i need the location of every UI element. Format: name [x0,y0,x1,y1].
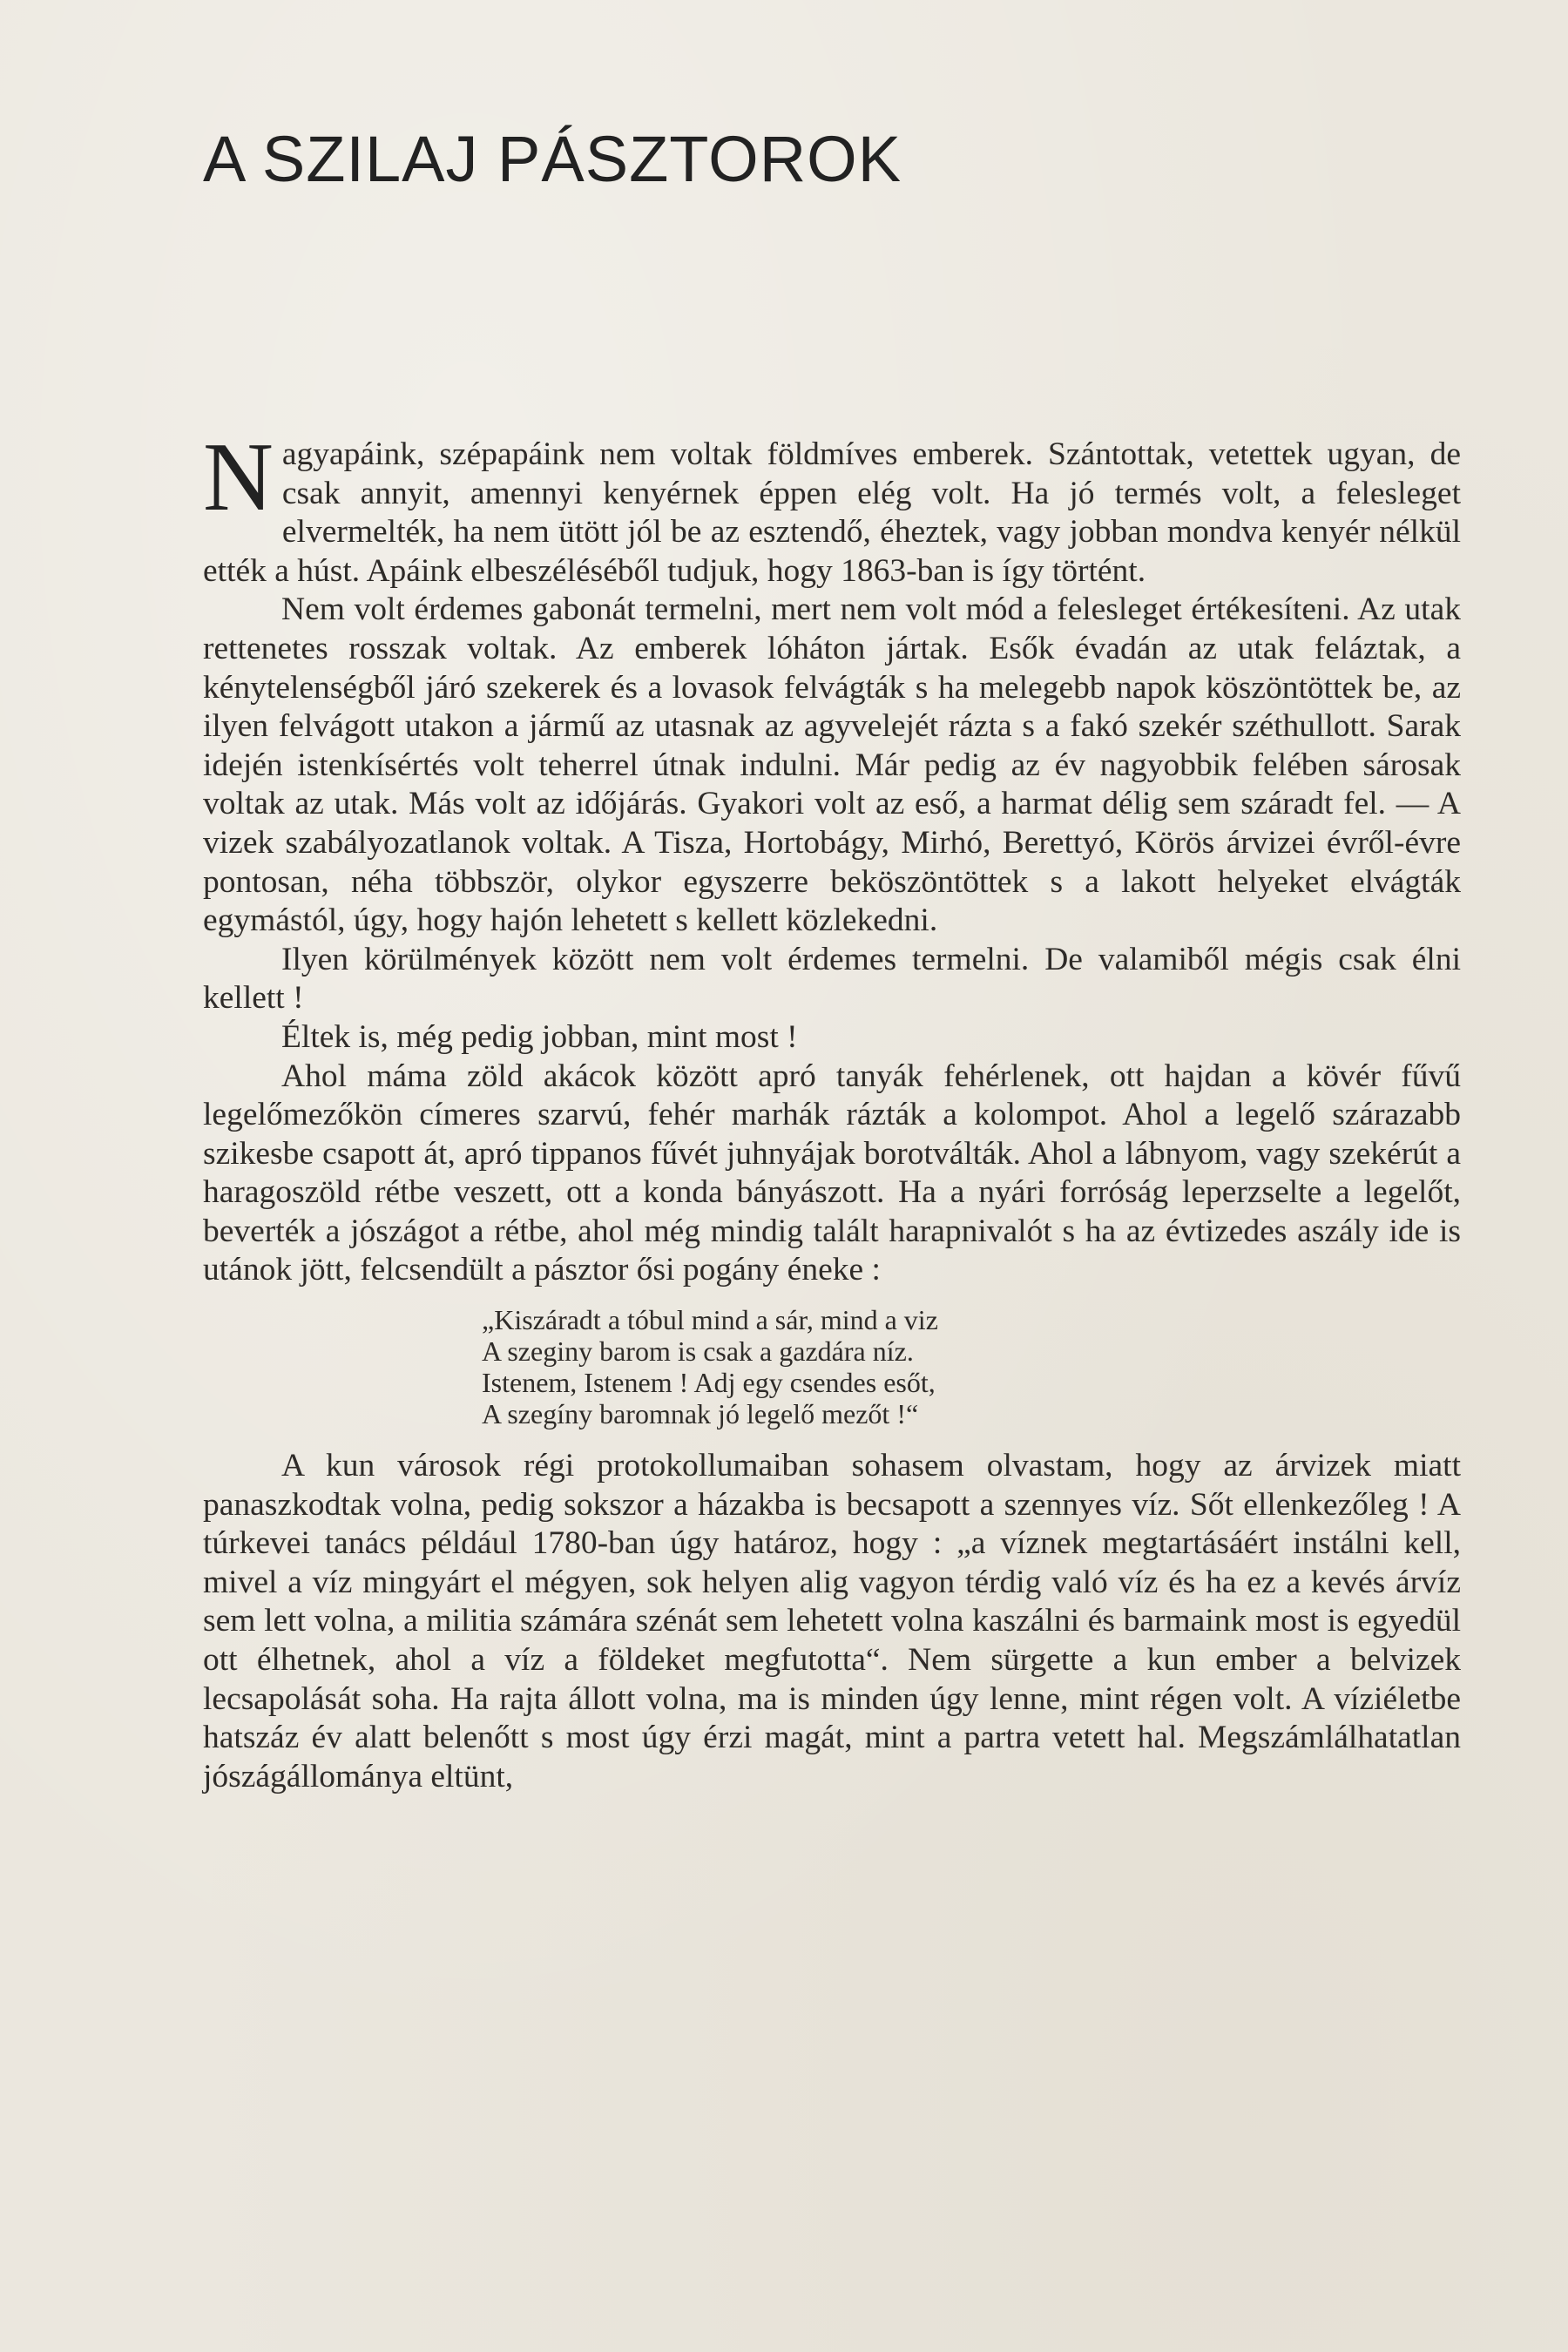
poem-line-4: A szegíny baromnak jó legelő mezőt !“ [482,1398,919,1430]
paragraph-6: A kun városok régi protokollumaiban sohasem olvastam, hogy az árvizek miatt panaszkodtak volna, pedig sokszor a házakba is becsapott a szennyes víz. Sőt ellenkezőleg ! A túrkevei tanács például 1780-ban úgy határoz, hogy : „a víznek megtartásáért instálni kell, mivel a víz mingyárt el mégyen, sok helyen alig vagyon térdig való víz és ha ez a kevés árvíz sem lett volna, a militia számára szénát sem lehetett volna kaszálni és barmaink most is egyedül ott élhetnek, ahol a víz a földeket megfutotta“. Nem sürgette a kun ember a belvizek lecsapolását soha. Ha rajta állott volna, ma is minden úgy lenne, mint régen volt. A víziéletbe hatszáz év alatt belenőtt s most úgy érzi magát, mint a partra vetett hal. Megszámlálhatatlan jószágállománya eltünt, [203,1448,1461,1794]
page-title: A SZILAJ PÁSZTOROK [203,123,902,195]
paragraph-3: Ilyen körülmények között nem volt érdemes termelni. De valamiből mégis csak élni kellett ! [203,941,1461,1017]
paragraph-2: Nem volt érdemes gabonát termelni, mert nem volt mód a felesleget értékesíteni. Az utak rettenetes rosszak voltak. Az emberek lóháton jártak. Esők évadán az utak feláztak, a kénytelenségből járó szekerek és a lovasok felvágták s ha melegebb napok köszöntöttek be, az ilyen felvágott utakon a jármű az utasnak az agyvelejét rázta s a fakó szekér széthullott. Sarak idején istenkísértés volt teherrel útnak indulni. Már pedig az év nagyobbik felében sárosak voltak az utak. Más volt az időjárás. Gyakori volt az eső, a harmat délig sem száradt fel. — A vizek szabályozatlanok voltak. A Tisza, Hortobágy, Mirhó, Berettyó, Körös árvizei évről-évre pontosan, néha többször, olykor egyszerre beköszöntöttek s a lakott helyeket elvágták egymástól, úgy, hogy hajón lehetett s kellett közlekedni. [203,591,1461,939]
paragraph-1 [203,423,1461,591]
poem-line-2: A szeginy barom is csak a gazdára níz. [482,1335,914,1368]
paragraph-4: Éltek is, még pedig jobban, mint most ! [281,1018,798,1055]
poem-line-3: Istenem, Istenem ! Adj egy csendes esőt, [482,1367,936,1399]
article-body [203,423,1461,1796]
paragraph-5: Ahol máma zöld akácok között apró tanyák fehérlenek, ott hajdan a kövér fűvű legelőmezőkön címeres szarvú, fehér marhák rázták a kolompot. Ahol a legelő szárazabb szikesbe csapott át, apró tippanos fűvét juhnyájak borotválták. Ahol a lábnyom, vagy szekérút a haragoszöld rétbe veszett, ott a konda bányászott. Ha a nyári forróság leperzselte a legelőt, beverték a jószágot a rétbe, ahol még mindig talált harapnivalót s ha az évtizedes aszály ide is utánok jött, felcsendült a pásztor ősi pogány éneke : [203,1058,1461,1288]
drop-cap-initial: N [203,423,274,531]
poem-quote [482,1304,1461,1429]
paragraph-1-text: agyapáink, szépapáink nem voltak földmíves emberek. Szántottak, vetettek ugyan, de csak annyit, amennyi kenyérnek éppen elég volt. Ha jó termés volt, a felesleget elvermelték, ha nem ütött jól be az esztendő, éheztek, vagy jobban mondva kenyér nélkül ették a húst. Apáink elbeszéléséből tudjuk, hogy 1863-ban is így történt. [203,436,1461,589]
poem-line-1: „Kiszáradt a tóbul mind a sár, mind a viz [482,1304,938,1336]
